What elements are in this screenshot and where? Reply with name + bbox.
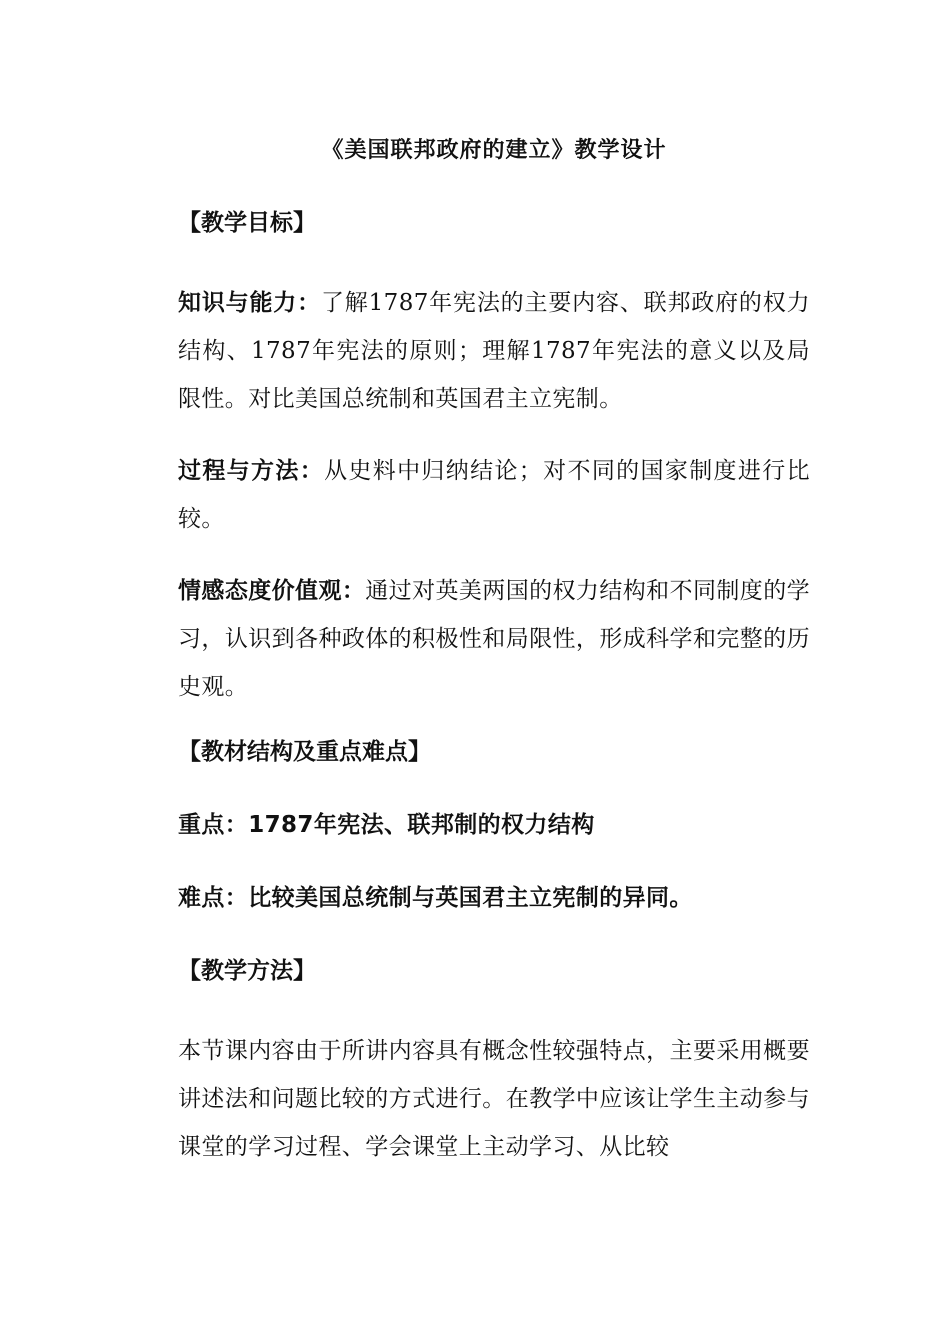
knowledge-paragraph	[178, 279, 810, 423]
emotion-paragraph	[178, 567, 810, 711]
method-paragraph: 本节课内容由于所讲内容具有概念性较强特点，主要采用概要讲述法和问题比较的方式进行。在教学中应该让学生主动参与课堂的学习过程、学会课堂上主动学习、从比较	[178, 1038, 810, 1160]
knowledge-text: 了解1787年宪法的主要内容、联邦政府的权力结构、1787年宪法的原则；理解1787年宪法的意义以及局限性。对比美国总统制和英国君主立宪制。	[178, 290, 810, 412]
document-body	[178, 133, 810, 1195]
emotion-label: 情感态度价值观：	[178, 578, 366, 604]
process-label: 过程与方法：	[178, 458, 325, 484]
emotion-text: 通过对英美两国的权力结构和不同制度的学习，认识到各种政体的积极性和局限性，形成科学和完整的历史观。	[178, 578, 810, 700]
knowledge-label: 知识与能力：	[178, 290, 321, 316]
difficult-point: 难点：比较美国总统制与英国君主立宪制的异同。	[178, 885, 693, 911]
structure-heading: 【教材结构及重点难点】	[178, 739, 431, 765]
process-paragraph	[178, 447, 810, 543]
key-point: 重点：1787年宪法、联邦制的权力结构	[178, 812, 595, 838]
document-title: 《美国联邦政府的建立》教学设计	[321, 137, 667, 163]
method-heading: 【教学方法】	[178, 958, 316, 984]
process-text: 从史料中归纳结论；对不同的国家制度进行比较。	[178, 458, 810, 532]
objectives-heading: 【教学目标】	[178, 210, 316, 236]
